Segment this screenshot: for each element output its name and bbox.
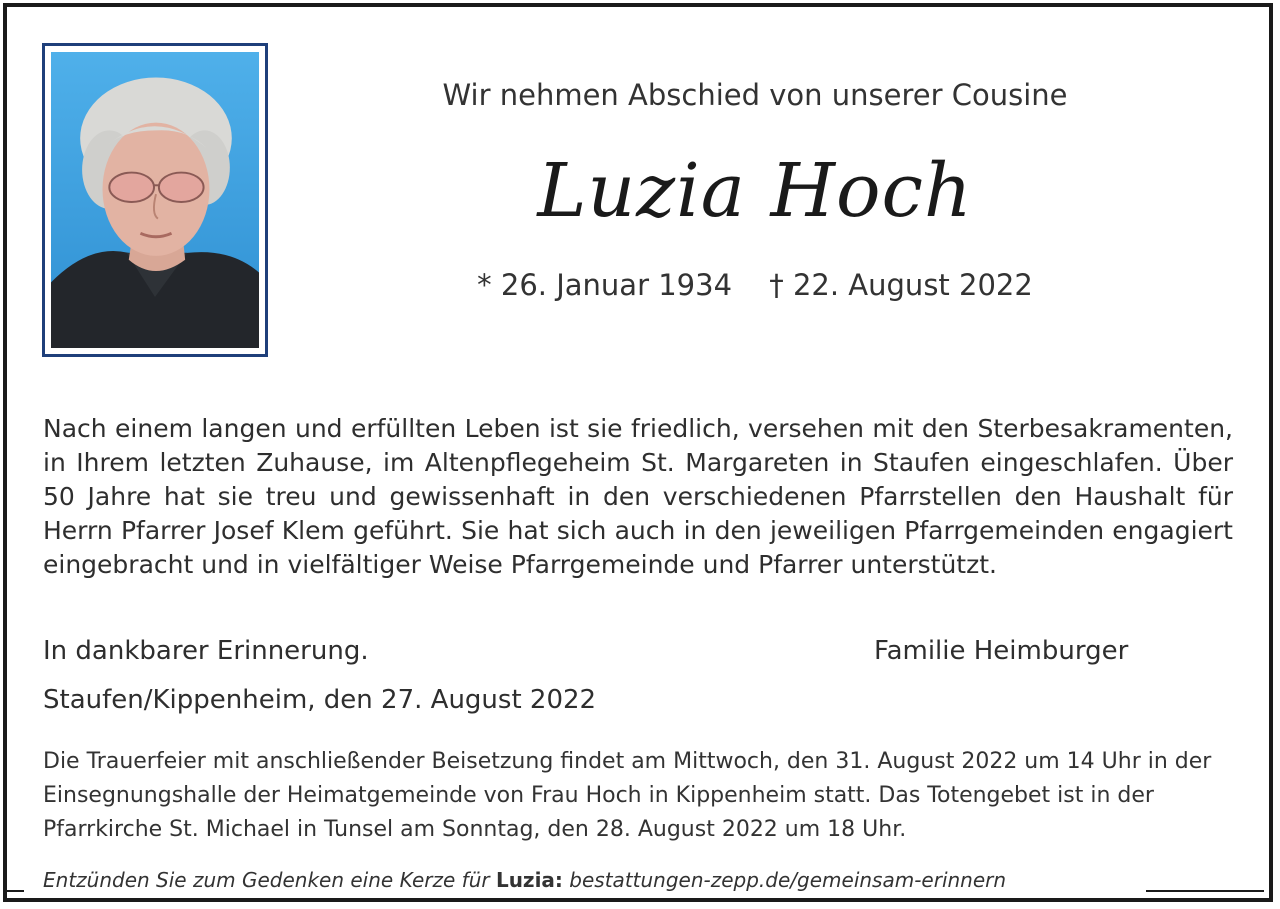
death-date: † 22. August 2022 <box>769 268 1033 302</box>
birth-date: * 26. Januar 1934 <box>477 268 733 302</box>
family-signature: Familie Heimburger <box>874 636 1129 666</box>
ceremony-info: Die Trauerfeier mit anschließender Beisetzung findet am Mittwoch, den 31. August 2022 um 14 Uhr in der Einsegnungshalle der Heimatgemeinde von Frau Hoch in Kippenheim statt. Das Totengebet ist in der Pfarrkirche St. Michael in Tunsel am Sonntag, den 28. August 2022 um 18 Uhr. <box>43 749 1212 842</box>
portrait-image <box>51 52 259 348</box>
deceased-name: Luzia Hoch <box>537 148 973 234</box>
portrait-photo <box>42 43 268 357</box>
intro-line: Wir nehmen Abschied von unserer Cousine <box>442 78 1068 112</box>
footer-name: Luzia: <box>495 868 563 892</box>
footer-url[interactable]: bestattungen-zepp.de/gemeinsam-erinnern <box>562 868 1007 892</box>
life-dates <box>290 268 1220 302</box>
footer-rule-left <box>6 890 24 892</box>
candle-footer <box>43 868 1006 892</box>
obituary-text: Nach einem langen und erfüllten Leben ist sie friedlich, versehen mit den Sterbesakramenten, in Ihrem letzten Zuhause, im Altenpflegeheim St. Margareten in Staufen eingeschlafen. Über 50 Jahre hat sie treu und gewissenhaft in den verschiedenen Pfarrstellen den Haushalt für Herrn Pfarrer Josef Klem geführt. Sie hat sich auch in den jeweiligen Pfarrgemeinden engagiert eingebracht und in vielfältiger Weise Pfarrgemeinde und Pfarrer unterstützt. <box>43 414 1233 579</box>
footer-rule-right <box>1146 890 1264 892</box>
footer-prefix: Entzünden Sie zum Gedenken eine Kerze für <box>43 868 496 892</box>
place-date: Staufen/Kippenheim, den 27. August 2022 <box>43 685 597 715</box>
remembrance-line: In dankbarer Erinnerung. <box>43 636 369 666</box>
